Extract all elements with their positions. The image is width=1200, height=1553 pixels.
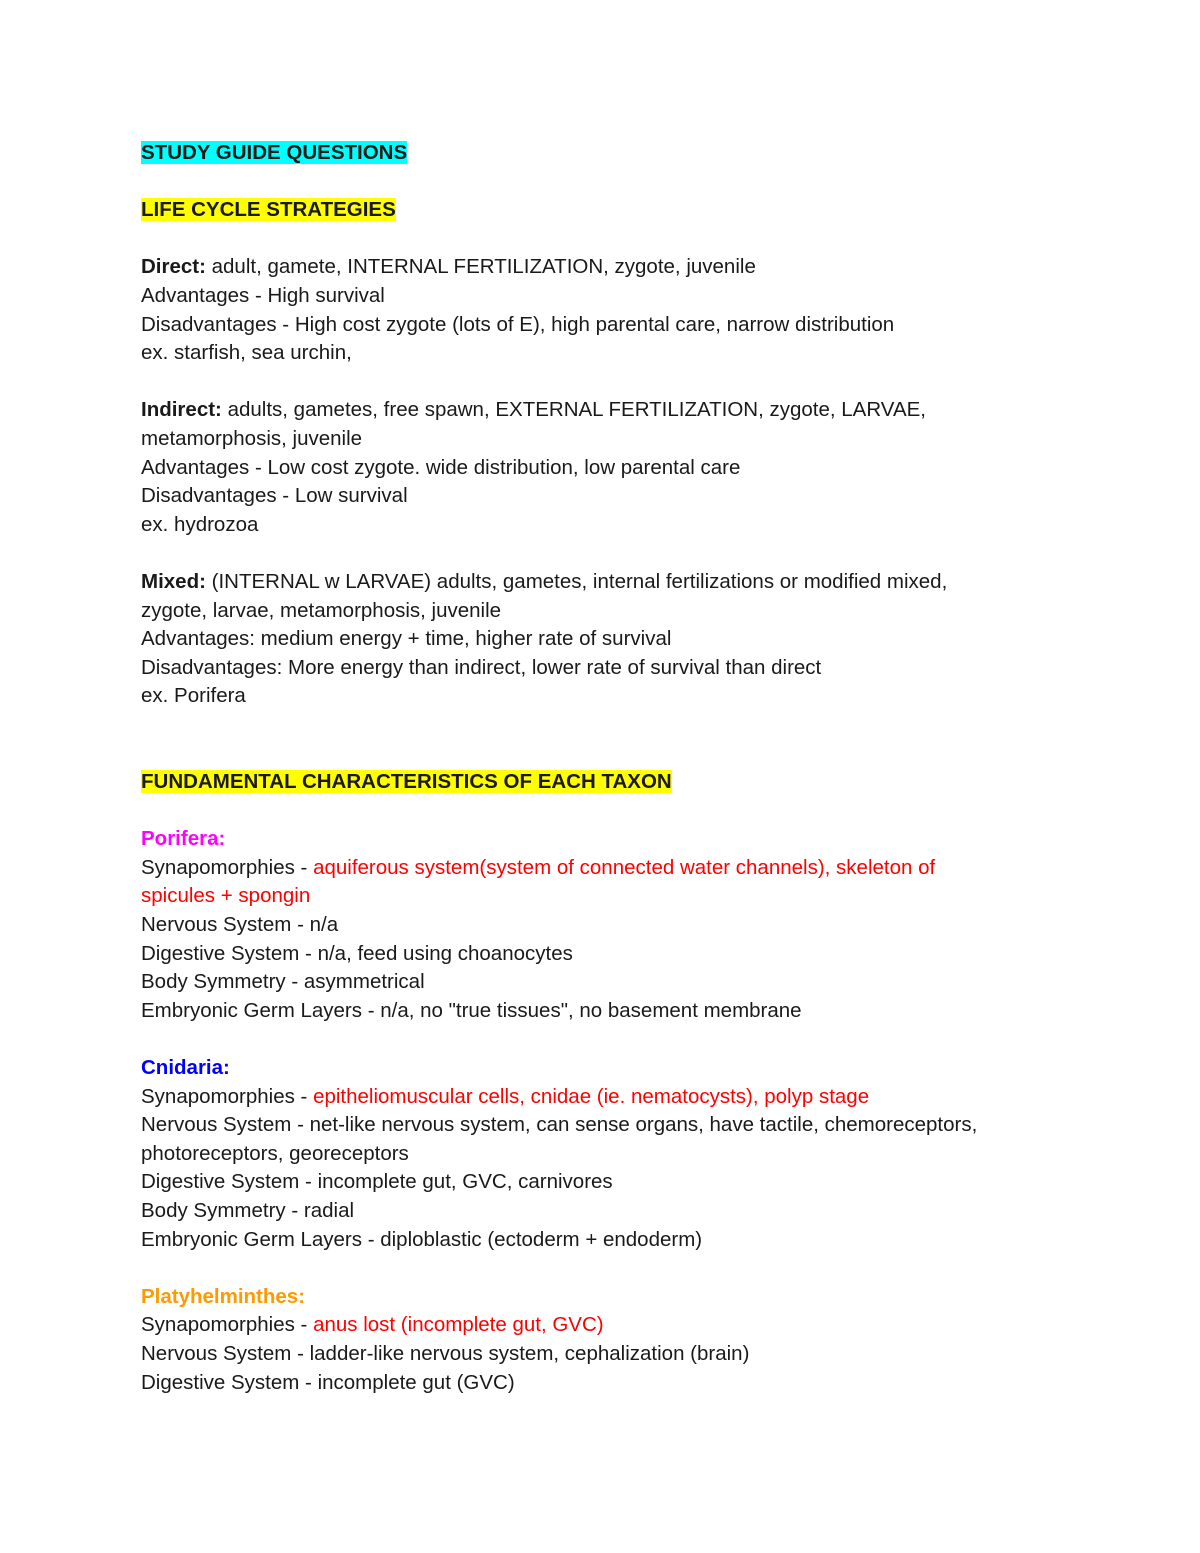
- direct-advantages: Advantages - High survival: [141, 283, 385, 307]
- direct-disadvantages: Disadvantages - High cost zygote (lots of E), high parental care, narrow distribution: [141, 312, 895, 336]
- indirect-advantages: Advantages - Low cost zygote. wide distribution, low parental care: [141, 455, 741, 479]
- indirect-label: Indirect:: [141, 398, 222, 422]
- cnidaria-syn-text: epitheliomuscular cells, cnidae (ie. nematocysts), polyp stage: [313, 1084, 870, 1108]
- direct-label: Direct:: [141, 255, 206, 279]
- mixed-steps-line: [141, 568, 1041, 597]
- cnidaria-germ-layers: Embryonic Germ Layers - diploblastic (ectoderm + endoderm): [141, 1227, 703, 1251]
- platyhelminthes-syn-text: anus lost (incomplete gut, GVC): [313, 1313, 604, 1337]
- life-cycle-heading-line: [141, 196, 1041, 225]
- porifera-nervous: Nervous System - n/a: [141, 913, 339, 937]
- cnidaria-digestive: Digestive System - incomplete gut, GVC, carnivores: [141, 1170, 613, 1194]
- cnidaria-nervous: Nervous System - net-like nervous system, can sense organs, have tactile, chemoreceptors,: [141, 1113, 978, 1137]
- life-cycle-heading: LIFE CYCLE STRATEGIES: [141, 198, 396, 222]
- indirect-example: ex. hydrozoa: [141, 512, 259, 536]
- mixed-steps-cont: zygote, larvae, metamorphosis, juvenile: [141, 598, 502, 622]
- platyhelminthes-syn-prefix: Synapomorphies -: [141, 1313, 314, 1337]
- platyhelminthes-heading: Platyhelminthes:: [141, 1284, 306, 1308]
- direct-steps-line: [141, 253, 1041, 282]
- porifera-heading: Porifera:: [141, 827, 226, 851]
- porifera-symmetry: Body Symmetry - asymmetrical: [141, 970, 425, 994]
- porifera-synapomorphies: [141, 854, 1041, 883]
- document-title: STUDY GUIDE QUESTIONS: [141, 141, 408, 164]
- cnidaria-nervous-cont: photoreceptors, georeceptors: [141, 1141, 409, 1165]
- taxa-heading-line: [141, 768, 1041, 797]
- document-page: [141, 139, 1041, 1397]
- mixed-disadvantages: Disadvantages: More energy than indirect, lower rate of survival than direct: [141, 655, 822, 679]
- porifera-digestive: Digestive System - n/a, feed using choanocytes: [141, 941, 573, 965]
- indirect-disadvantages: Disadvantages - Low survival: [141, 484, 408, 508]
- porifera-syn-text: aquiferous system(system of connected water channels), skeleton of: [313, 855, 936, 879]
- indirect-steps-line: [141, 396, 1041, 425]
- mixed-advantages: Advantages: medium energy + time, higher rate of survival: [141, 627, 672, 651]
- direct-steps: adult, gamete, INTERNAL FERTILIZATION, zygote, juvenile: [205, 255, 756, 279]
- platyhelminthes-digestive: Digestive System - incomplete gut (GVC): [141, 1370, 515, 1394]
- taxa-heading: FUNDAMENTAL CHARACTERISTICS OF EACH TAXON: [141, 770, 672, 794]
- mixed-example: ex. Porifera: [141, 684, 246, 708]
- porifera-syn-prefix: Synapomorphies -: [141, 855, 314, 879]
- platyhelminthes-synapomorphies: [141, 1311, 1041, 1340]
- cnidaria-synapomorphies: [141, 1083, 1041, 1112]
- porifera-syn-cont: spicules + spongin: [141, 884, 311, 908]
- direct-example: ex. starfish, sea urchin,: [141, 341, 352, 365]
- indirect-steps: adults, gametes, free spawn, EXTERNAL FERTILIZATION, zygote, LARVAE,: [221, 398, 926, 422]
- cnidaria-symmetry: Body Symmetry - radial: [141, 1198, 355, 1222]
- mixed-steps: (INTERNAL w LARVAE) adults, gametes, internal fertilizations or modified mixed,: [205, 569, 948, 593]
- document-title-line: [141, 139, 1041, 168]
- porifera-germ-layers: Embryonic Germ Layers - n/a, no "true tissues", no basement membrane: [141, 998, 802, 1022]
- indirect-steps-cont: metamorphosis, juvenile: [141, 426, 363, 450]
- platyhelminthes-nervous: Nervous System - ladder-like nervous system, cephalization (brain): [141, 1341, 750, 1365]
- cnidaria-heading: Cnidaria:: [141, 1056, 230, 1079]
- mixed-label: Mixed:: [141, 569, 206, 593]
- cnidaria-syn-prefix: Synapomorphies -: [141, 1084, 314, 1108]
